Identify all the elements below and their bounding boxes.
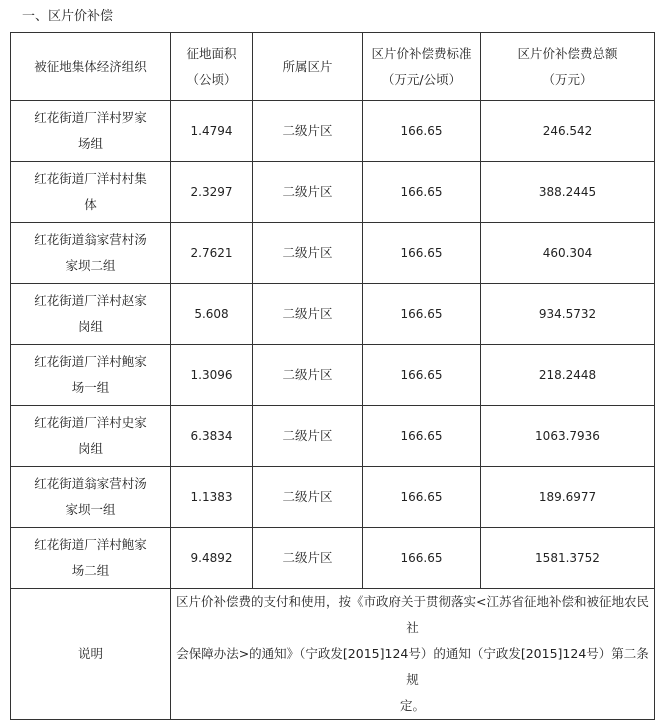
- rate-cell: 166.65: [363, 467, 481, 528]
- area-cell: 1.3096: [171, 345, 253, 406]
- table-row: [11, 223, 655, 284]
- table-header-row: [11, 33, 655, 101]
- org-cell: 红花街道厂洋村鲍家 场一组: [11, 345, 171, 406]
- rate-cell: 166.65: [363, 223, 481, 284]
- total-cell: 1581.3752: [481, 528, 655, 589]
- table-row: [11, 528, 655, 589]
- header-total: 区片价补偿费总额 （万元）: [481, 33, 655, 101]
- table-row: [11, 345, 655, 406]
- org-cell: 红花街道厂洋村史家 岗组: [11, 406, 171, 467]
- area-cell: 9.4892: [171, 528, 253, 589]
- org-cell: 红花街道翁家营村汤 家坝二组: [11, 223, 171, 284]
- zone-cell: 二级片区: [253, 162, 363, 223]
- header-area: 征地面积 （公顷）: [171, 33, 253, 101]
- zone-cell: 二级片区: [253, 467, 363, 528]
- org-cell: 红花街道厂洋村鲍家 场二组: [11, 528, 171, 589]
- org-cell: 红花街道厂洋村村集 体: [11, 162, 171, 223]
- rate-cell: 166.65: [363, 406, 481, 467]
- header-rate: 区片价补偿费标准 （万元/公顷）: [363, 33, 481, 101]
- total-cell: 934.5732: [481, 284, 655, 345]
- table-row: [11, 162, 655, 223]
- area-cell: 2.7621: [171, 223, 253, 284]
- total-cell: 1063.7936: [481, 406, 655, 467]
- total-cell: 388.2445: [481, 162, 655, 223]
- table-row: [11, 467, 655, 528]
- zone-cell: 二级片区: [253, 223, 363, 284]
- org-cell: 红花街道厂洋村赵家 岗组: [11, 284, 171, 345]
- zone-cell: 二级片区: [253, 406, 363, 467]
- zone-cell: 二级片区: [253, 528, 363, 589]
- area-cell: 2.3297: [171, 162, 253, 223]
- note-row: [11, 589, 655, 720]
- note-label: 说明: [11, 589, 171, 720]
- total-cell: 246.542: [481, 101, 655, 162]
- compensation-table: [10, 32, 655, 720]
- header-organization: 被征地集体经济组织: [11, 33, 171, 101]
- rate-cell: 166.65: [363, 528, 481, 589]
- total-cell: 460.304: [481, 223, 655, 284]
- section-title: 一、区片价补偿: [22, 9, 114, 24]
- table-row: [11, 406, 655, 467]
- table-row: [11, 284, 655, 345]
- area-cell: 1.1383: [171, 467, 253, 528]
- rate-cell: 166.65: [363, 345, 481, 406]
- rate-cell: 166.65: [363, 162, 481, 223]
- total-cell: 218.2448: [481, 345, 655, 406]
- org-cell: 红花街道厂洋村罗家 场组: [11, 101, 171, 162]
- header-zone: 所属区片: [253, 33, 363, 101]
- rate-cell: 166.65: [363, 284, 481, 345]
- total-cell: 189.6977: [481, 467, 655, 528]
- zone-cell: 二级片区: [253, 101, 363, 162]
- zone-cell: 二级片区: [253, 284, 363, 345]
- org-cell: 红花街道翁家营村汤 家坝一组: [11, 467, 171, 528]
- area-cell: 1.4794: [171, 101, 253, 162]
- zone-cell: 二级片区: [253, 345, 363, 406]
- area-cell: 5.608: [171, 284, 253, 345]
- table-row: [11, 101, 655, 162]
- note-text: 区片价补偿费的支付和使用，按《市政府关于贯彻落实<江苏省征地补偿和被征地农民社 会保障办法>的通知》（宁政发[2015]124号）的通知（宁政发[2015]124号）第二条规 定。: [171, 589, 655, 720]
- rate-cell: 166.65: [363, 101, 481, 162]
- area-cell: 6.3834: [171, 406, 253, 467]
